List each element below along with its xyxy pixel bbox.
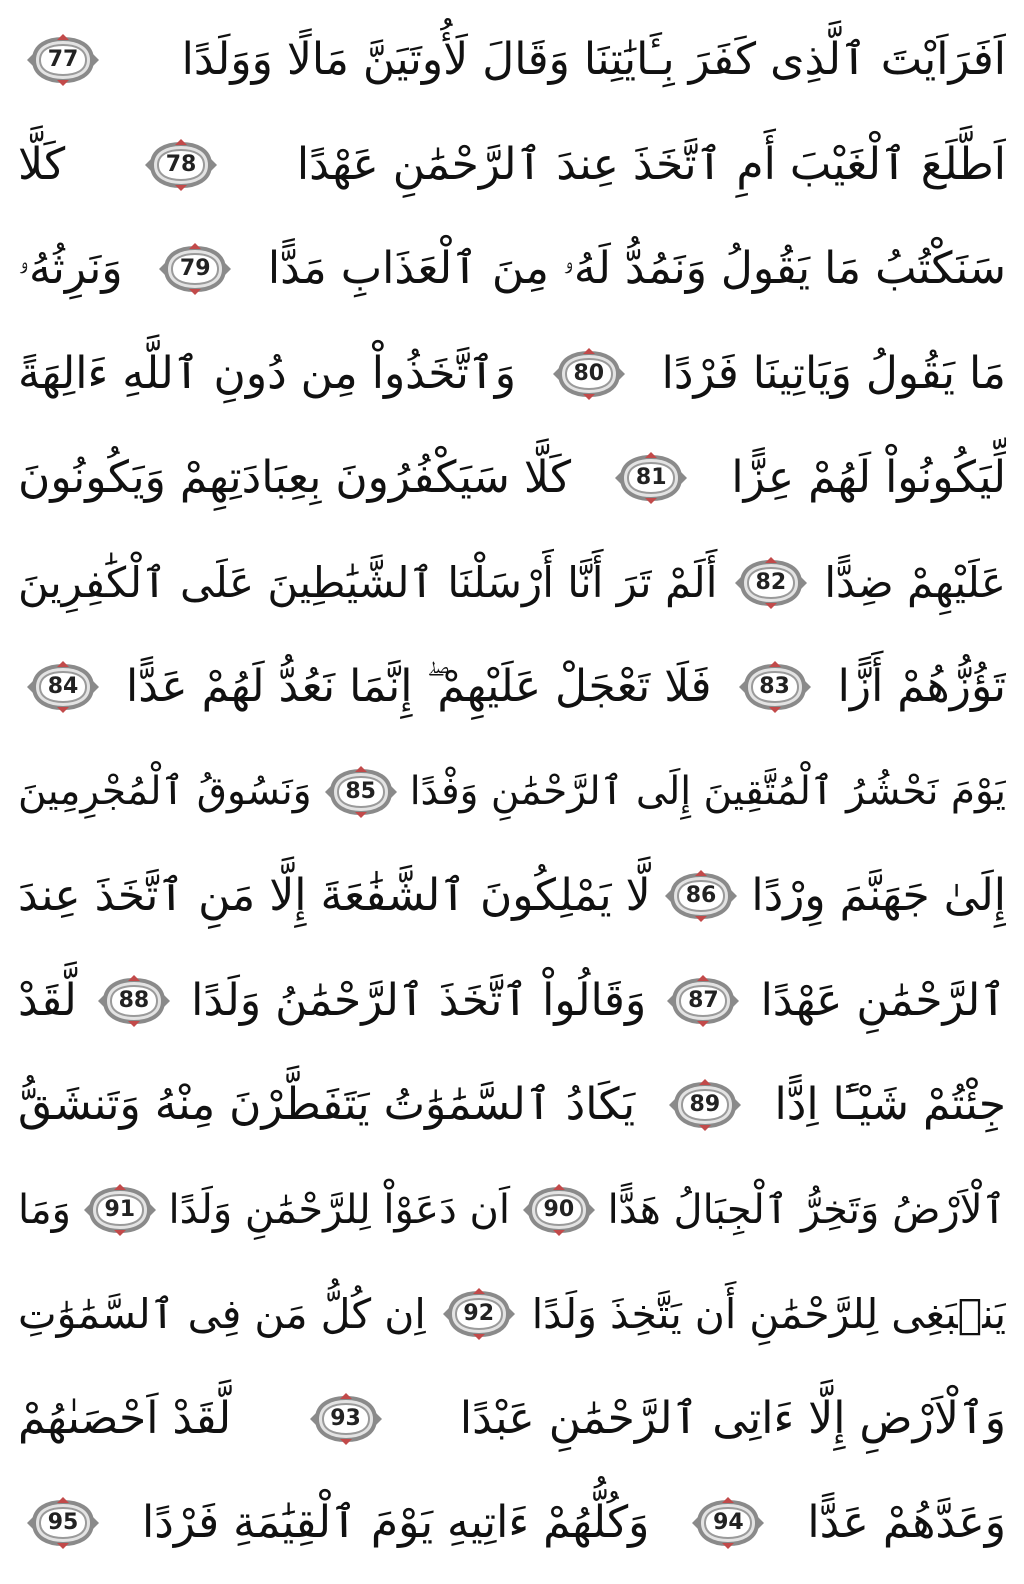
text-line	[18, 949, 1006, 1053]
verse-text: وَمَا	[18, 1187, 71, 1233]
ayah-marker	[664, 974, 742, 1028]
verse-text: جِئْتُمْ شَيْـًٔا اِدًّا	[774, 1079, 1006, 1130]
ayah-marker	[24, 660, 102, 714]
verse-text: لِّيَكُونُواْ لَهُمْ عِزًّا	[731, 452, 1006, 503]
text-line	[18, 1158, 1006, 1262]
ayah-marker	[156, 242, 234, 296]
text-line	[18, 1053, 1006, 1157]
ayah-number: 85	[345, 779, 376, 804]
ayah-number: 94	[713, 1510, 744, 1535]
ayah-number: 90	[543, 1197, 575, 1222]
ayah-marker	[95, 974, 173, 1028]
verse-text: سَنَكْتُبُ مَا يَقُولُ وَنَمُدُّ لَهُۥ مِنَ ٱلْعَذَابِ مَدًّا	[267, 243, 1006, 294]
verse-text: اَفَرَاَيْتَ ٱلَّذِى كَفَرَ بِـَٔايَٰتِنَا وَقَالَ لَأُوتَيَنَّ مَالًا وَوَلَدًا	[181, 34, 1006, 85]
ayah-marker	[689, 1496, 767, 1550]
ayah-marker	[307, 1392, 385, 1446]
verse-text: اِن كُلُّ مَن فِى ٱلسَّمَٰوَٰتِ	[18, 1290, 426, 1338]
ayah-number: 92	[463, 1301, 495, 1326]
ayah-number: 93	[330, 1406, 361, 1431]
ayah-marker	[142, 138, 220, 192]
ayah-number: 82	[755, 570, 787, 595]
ayah-marker	[736, 660, 814, 714]
text-line	[18, 531, 1006, 635]
text-line	[18, 635, 1006, 739]
verse-text: اَن دَعَوْاْ لِلرَّحْمَٰنِ وَلَدًا	[168, 1187, 511, 1233]
verse-text: إِلَىٰ جَهَنَّمَ وِرْدًا	[751, 870, 1006, 921]
verse-text: كَلَّا	[18, 139, 66, 190]
verse-text: وَٱتَّخَذُواْ مِن دُونِ ٱللَّهِ ءَالِهَةً	[18, 348, 516, 399]
verse-text: وَنَرِثُهُۥ	[18, 243, 123, 294]
verse-text: لَّقَدْ	[18, 975, 77, 1026]
ayah-marker	[24, 33, 102, 87]
ayah-number: 89	[689, 1092, 721, 1117]
verse-text: اَطَّلَعَ ٱلْغَيْبَ أَمِ ٱتَّخَذَ عِندَ ٱلرَّحْمَٰنِ عَهْدًا	[296, 139, 1006, 190]
text-line	[18, 113, 1006, 217]
ayah-number: 79	[179, 256, 211, 281]
verse-text: وَنَسُوقُ ٱلْمُجْرِمِينَ	[18, 769, 312, 814]
ayah-marker	[666, 1078, 744, 1132]
ayah-number: 78	[165, 152, 197, 177]
ayah-number: 88	[118, 988, 150, 1013]
ayah-number: 91	[104, 1197, 136, 1222]
ayah-number: 77	[47, 47, 79, 72]
text-line	[18, 426, 1006, 530]
ayah-marker	[662, 869, 740, 923]
verse-text: لَّقَدْ اَحْصَىٰهُمْ	[18, 1393, 232, 1444]
text-line	[18, 740, 1006, 844]
verse-text: كَلَّا سَيَكْفُرُونَ بِعِبَادَتِهِمْ وَيَكُونُونَ	[18, 452, 572, 503]
ayah-number: 87	[688, 988, 719, 1013]
verse-text: وَٱلْاَرْضِ إِلَّا ءَاتِى ٱلرَّحْمَٰنِ عَبْدًا	[459, 1393, 1006, 1444]
ayah-number: 80	[573, 361, 605, 386]
verse-text: وَكُلُّهُمْ ءَاتِيهِ يَوْمَ ٱلْقِيَٰمَةِ فَرْدًا	[142, 1497, 650, 1548]
verse-text: عَلَيْهِمْ ضِدًّا	[824, 558, 1006, 607]
verse-text: أَلَمْ تَرَ أَنَّا أَرْسَلْنَا ٱلشَّيَٰطِينَ عَلَى ٱلْكَٰفِرِينَ	[18, 558, 718, 607]
ayah-number: 86	[685, 883, 717, 908]
text-line	[18, 1367, 1006, 1471]
verse-text: يَوْمَ نَحْشُرُ ٱلْمُتَّقِينَ إِلَى ٱلرَّحْمَٰنِ وَفْدًا	[409, 769, 1006, 814]
verse-text: يَنۢبَغِى لِلرَّحْمَٰنِ أَن يَتَّخِذَ وَلَدًا	[531, 1290, 1006, 1338]
ayah-marker	[24, 1496, 102, 1550]
verse-text: يَكَادُ ٱلسَّمَٰوَٰتُ يَتَفَطَّرْنَ مِنْهُ وَتَنشَقُّ	[18, 1079, 636, 1130]
ayah-number: 83	[759, 674, 790, 699]
ayah-number: 84	[47, 674, 79, 699]
text-line	[18, 322, 1006, 426]
ayah-marker	[520, 1183, 598, 1237]
verse-text: ٱلرَّحْمَٰنِ عَهْدًا	[760, 975, 1006, 1026]
verse-text: لَّا يَمْلِكُونَ ٱلشَّفَٰعَةَ إِلَّا مَنِ ٱتَّخَذَ عِندَ	[18, 870, 651, 921]
ayah-number: 95	[47, 1510, 79, 1535]
ayah-marker	[612, 451, 690, 505]
text-line	[18, 1471, 1006, 1575]
ayah-marker	[440, 1287, 518, 1341]
verse-text: وَقَالُواْ ٱتَّخَذَ ٱلرَّحْمَٰنُ وَلَدًا	[191, 975, 647, 1026]
verse-text: وَعَدَّهُمْ عَدًّا	[807, 1497, 1006, 1548]
ayah-marker	[322, 765, 400, 819]
ayah-marker	[732, 556, 810, 610]
text-line	[18, 217, 1006, 321]
ayah-marker	[81, 1183, 159, 1237]
text-line	[18, 8, 1006, 112]
verse-text: تَؤُزُّهُمْ أَزًّا	[837, 661, 1006, 712]
verse-text: ٱلْاَرْضُ وَتَخِرُّ ٱلْجِبَالُ هَدًّا	[607, 1187, 1006, 1233]
text-line	[18, 844, 1006, 948]
verse-text: مَا يَقُولُ وَيَاتِينَا فَرْدًا	[661, 348, 1006, 399]
verse-text: فَلَا تَعْجَلْ عَلَيْهِمْ ۖ إِنَّمَا نَعُدُّ لَهُمْ عَدًّا	[126, 661, 712, 712]
text-line	[18, 1262, 1006, 1366]
ayah-marker	[550, 347, 628, 401]
ayah-number: 81	[635, 465, 667, 490]
